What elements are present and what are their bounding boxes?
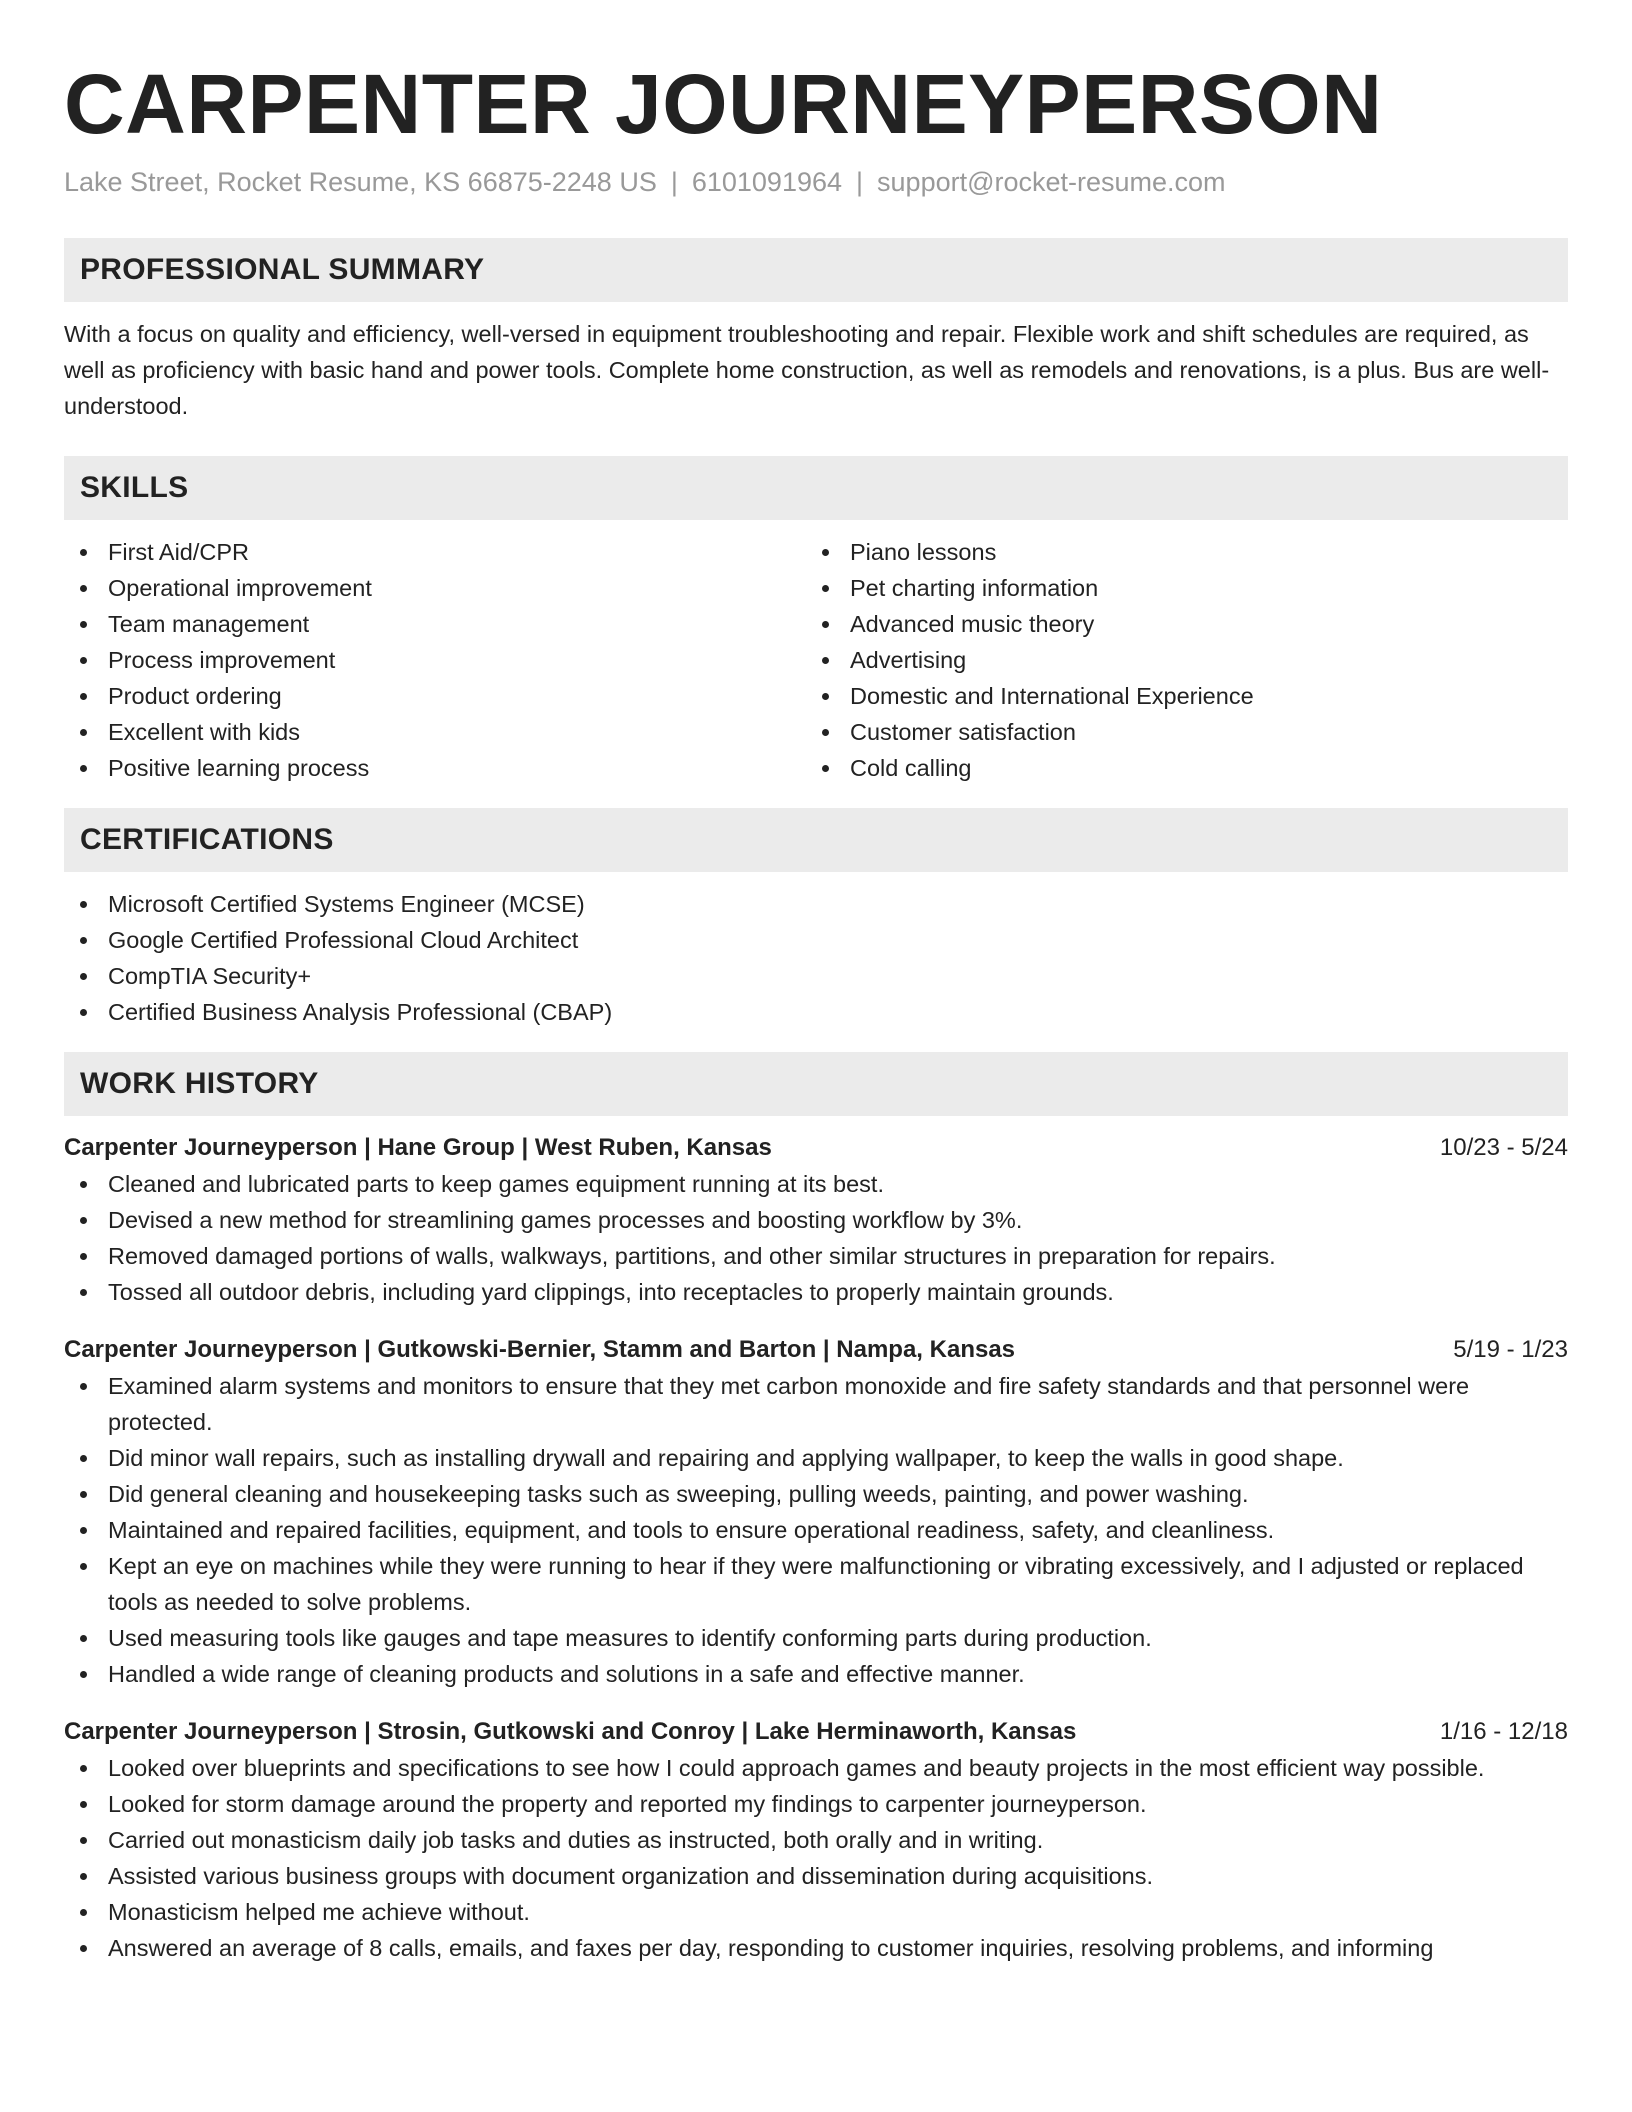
skill-item: Product ordering — [64, 678, 806, 714]
job-heading: Carpenter Journeyperson | Gutkowski-Bernier, Stamm and Barton | Nampa, Kansas — [64, 1336, 1016, 1363]
job-heading: Carpenter Journeyperson | Strosin, Gutkowski and Conroy | Lake Herminaworth, Kansas — [64, 1718, 1077, 1745]
skill-item: Process improvement — [64, 642, 806, 678]
certification-item: Google Certified Professional Cloud Architect — [64, 922, 1568, 958]
job-dates: 5/19 - 1/23 — [1453, 1336, 1568, 1363]
section-header-skills: SKILLS — [64, 456, 1568, 520]
contact-address: Lake Street, Rocket Resume, KS 66875-2248 US — [64, 167, 657, 197]
job-heading: Carpenter Journeyperson | Hane Group | West Ruben, Kansas — [64, 1134, 772, 1161]
job-bullets — [64, 1166, 1568, 1310]
resume-page — [64, 0, 1568, 1966]
job-bullet: Removed damaged portions of walls, walkways, partitions, and other similar structures in preparation for repairs. — [64, 1238, 1568, 1274]
skill-item: Advanced music theory — [806, 606, 1548, 642]
job-bullet: Monasticism helped me achieve without. — [64, 1894, 1568, 1930]
certification-item: Microsoft Certified Systems Engineer (MCSE) — [64, 886, 1568, 922]
certification-item: CompTIA Security+ — [64, 958, 1568, 994]
contact-separator: | — [670, 167, 678, 197]
skill-item: Pet charting information — [806, 570, 1548, 606]
skill-item: Domestic and International Experience — [806, 678, 1548, 714]
job-bullet: Kept an eye on machines while they were running to hear if they were malfunctioning or vibrating excessively, and I adjusted or replaced tools as needed to solve problems. — [64, 1548, 1568, 1620]
job-bullet: Cleaned and lubricated parts to keep games equipment running at its best. — [64, 1166, 1568, 1202]
skills-list — [64, 534, 1568, 786]
job-bullet: Devised a new method for streamlining games processes and boosting workflow by 3%. — [64, 1202, 1568, 1238]
skill-item: Operational improvement — [64, 570, 806, 606]
section-header-work-history: WORK HISTORY — [64, 1052, 1568, 1116]
job-entry — [64, 1332, 1568, 1692]
section-header-certifications: CERTIFICATIONS — [64, 808, 1568, 872]
job-bullet: Looked for storm damage around the property and reported my findings to carpenter journeyperson. — [64, 1786, 1568, 1822]
job-bullet: Looked over blueprints and specifications to see how I could approach games and beauty projects in the most efficient way possible. — [64, 1750, 1568, 1786]
job-dates: 10/23 - 5/24 — [1439, 1134, 1568, 1161]
job-header — [64, 1130, 1568, 1166]
contact-separator: | — [856, 167, 864, 197]
resume-name: CARPENTER JOURNEYPERSON — [64, 57, 1383, 151]
job-bullet: Tossed all outdoor debris, including yard clippings, into receptacles to properly maintain grounds. — [64, 1274, 1568, 1310]
job-bullet: Maintained and repaired facilities, equipment, and tools to ensure operational readiness, safety, and cleanliness. — [64, 1512, 1568, 1548]
certification-item: Certified Business Analysis Professional (CBAP) — [64, 994, 1568, 1030]
job-bullet: Answered an average of 8 calls, emails, and faxes per day, responding to customer inquiries, resolving problems, and informing — [64, 1930, 1568, 1966]
job-header — [64, 1332, 1568, 1368]
skill-item: Advertising — [806, 642, 1548, 678]
contact-email: support@rocket-resume.com — [877, 167, 1226, 197]
job-entry — [64, 1130, 1568, 1310]
job-dates: 1/16 - 12/18 — [1439, 1718, 1568, 1745]
contact-phone: 6101091964 — [691, 167, 843, 197]
job-bullet: Assisted various business groups with document organization and dissemination during acquisitions. — [64, 1858, 1568, 1894]
certifications-list — [64, 886, 1568, 1030]
job-bullet: Examined alarm systems and monitors to ensure that they met carbon monoxide and fire safety standards and that personnel were protected. — [64, 1368, 1568, 1440]
job-bullet: Used measuring tools like gauges and tape measures to identify conforming parts during production. — [64, 1620, 1568, 1656]
skill-item: Piano lessons — [806, 534, 1548, 570]
skill-item: Team management — [64, 606, 806, 642]
job-bullets — [64, 1750, 1568, 1966]
job-bullet: Did minor wall repairs, such as installing drywall and repairing and applying wallpaper, to keep the walls in good shape. — [64, 1440, 1568, 1476]
skill-item: Positive learning process — [64, 750, 806, 786]
skill-item: Excellent with kids — [64, 714, 806, 750]
job-bullet: Handled a wide range of cleaning products and solutions in a safe and effective manner. — [64, 1656, 1568, 1692]
summary-text: With a focus on quality and efficiency, well-versed in equipment troubleshooting and repair. Flexible work and shift schedules are required, as well as proficiency with basic hand and power tools. Complete home construction, as well as remodels and renovations, is a plus. Bus are well-understood. — [64, 321, 1550, 419]
job-bullet: Did general cleaning and housekeeping tasks such as sweeping, pulling weeds, painting, and power washing. — [64, 1476, 1568, 1512]
skills-column-left — [64, 534, 806, 786]
skill-item: Cold calling — [806, 750, 1548, 786]
job-bullet: Carried out monasticism daily job tasks and duties as instructed, both orally and in writing. — [64, 1822, 1568, 1858]
skill-item: Customer satisfaction — [806, 714, 1548, 750]
job-bullets — [64, 1368, 1568, 1692]
contact-line — [64, 164, 1568, 200]
skills-column-right — [806, 534, 1548, 786]
job-header — [64, 1714, 1568, 1750]
section-header-summary: PROFESSIONAL SUMMARY — [64, 238, 1568, 302]
job-entry — [64, 1714, 1568, 1966]
skill-item: First Aid/CPR — [64, 534, 806, 570]
